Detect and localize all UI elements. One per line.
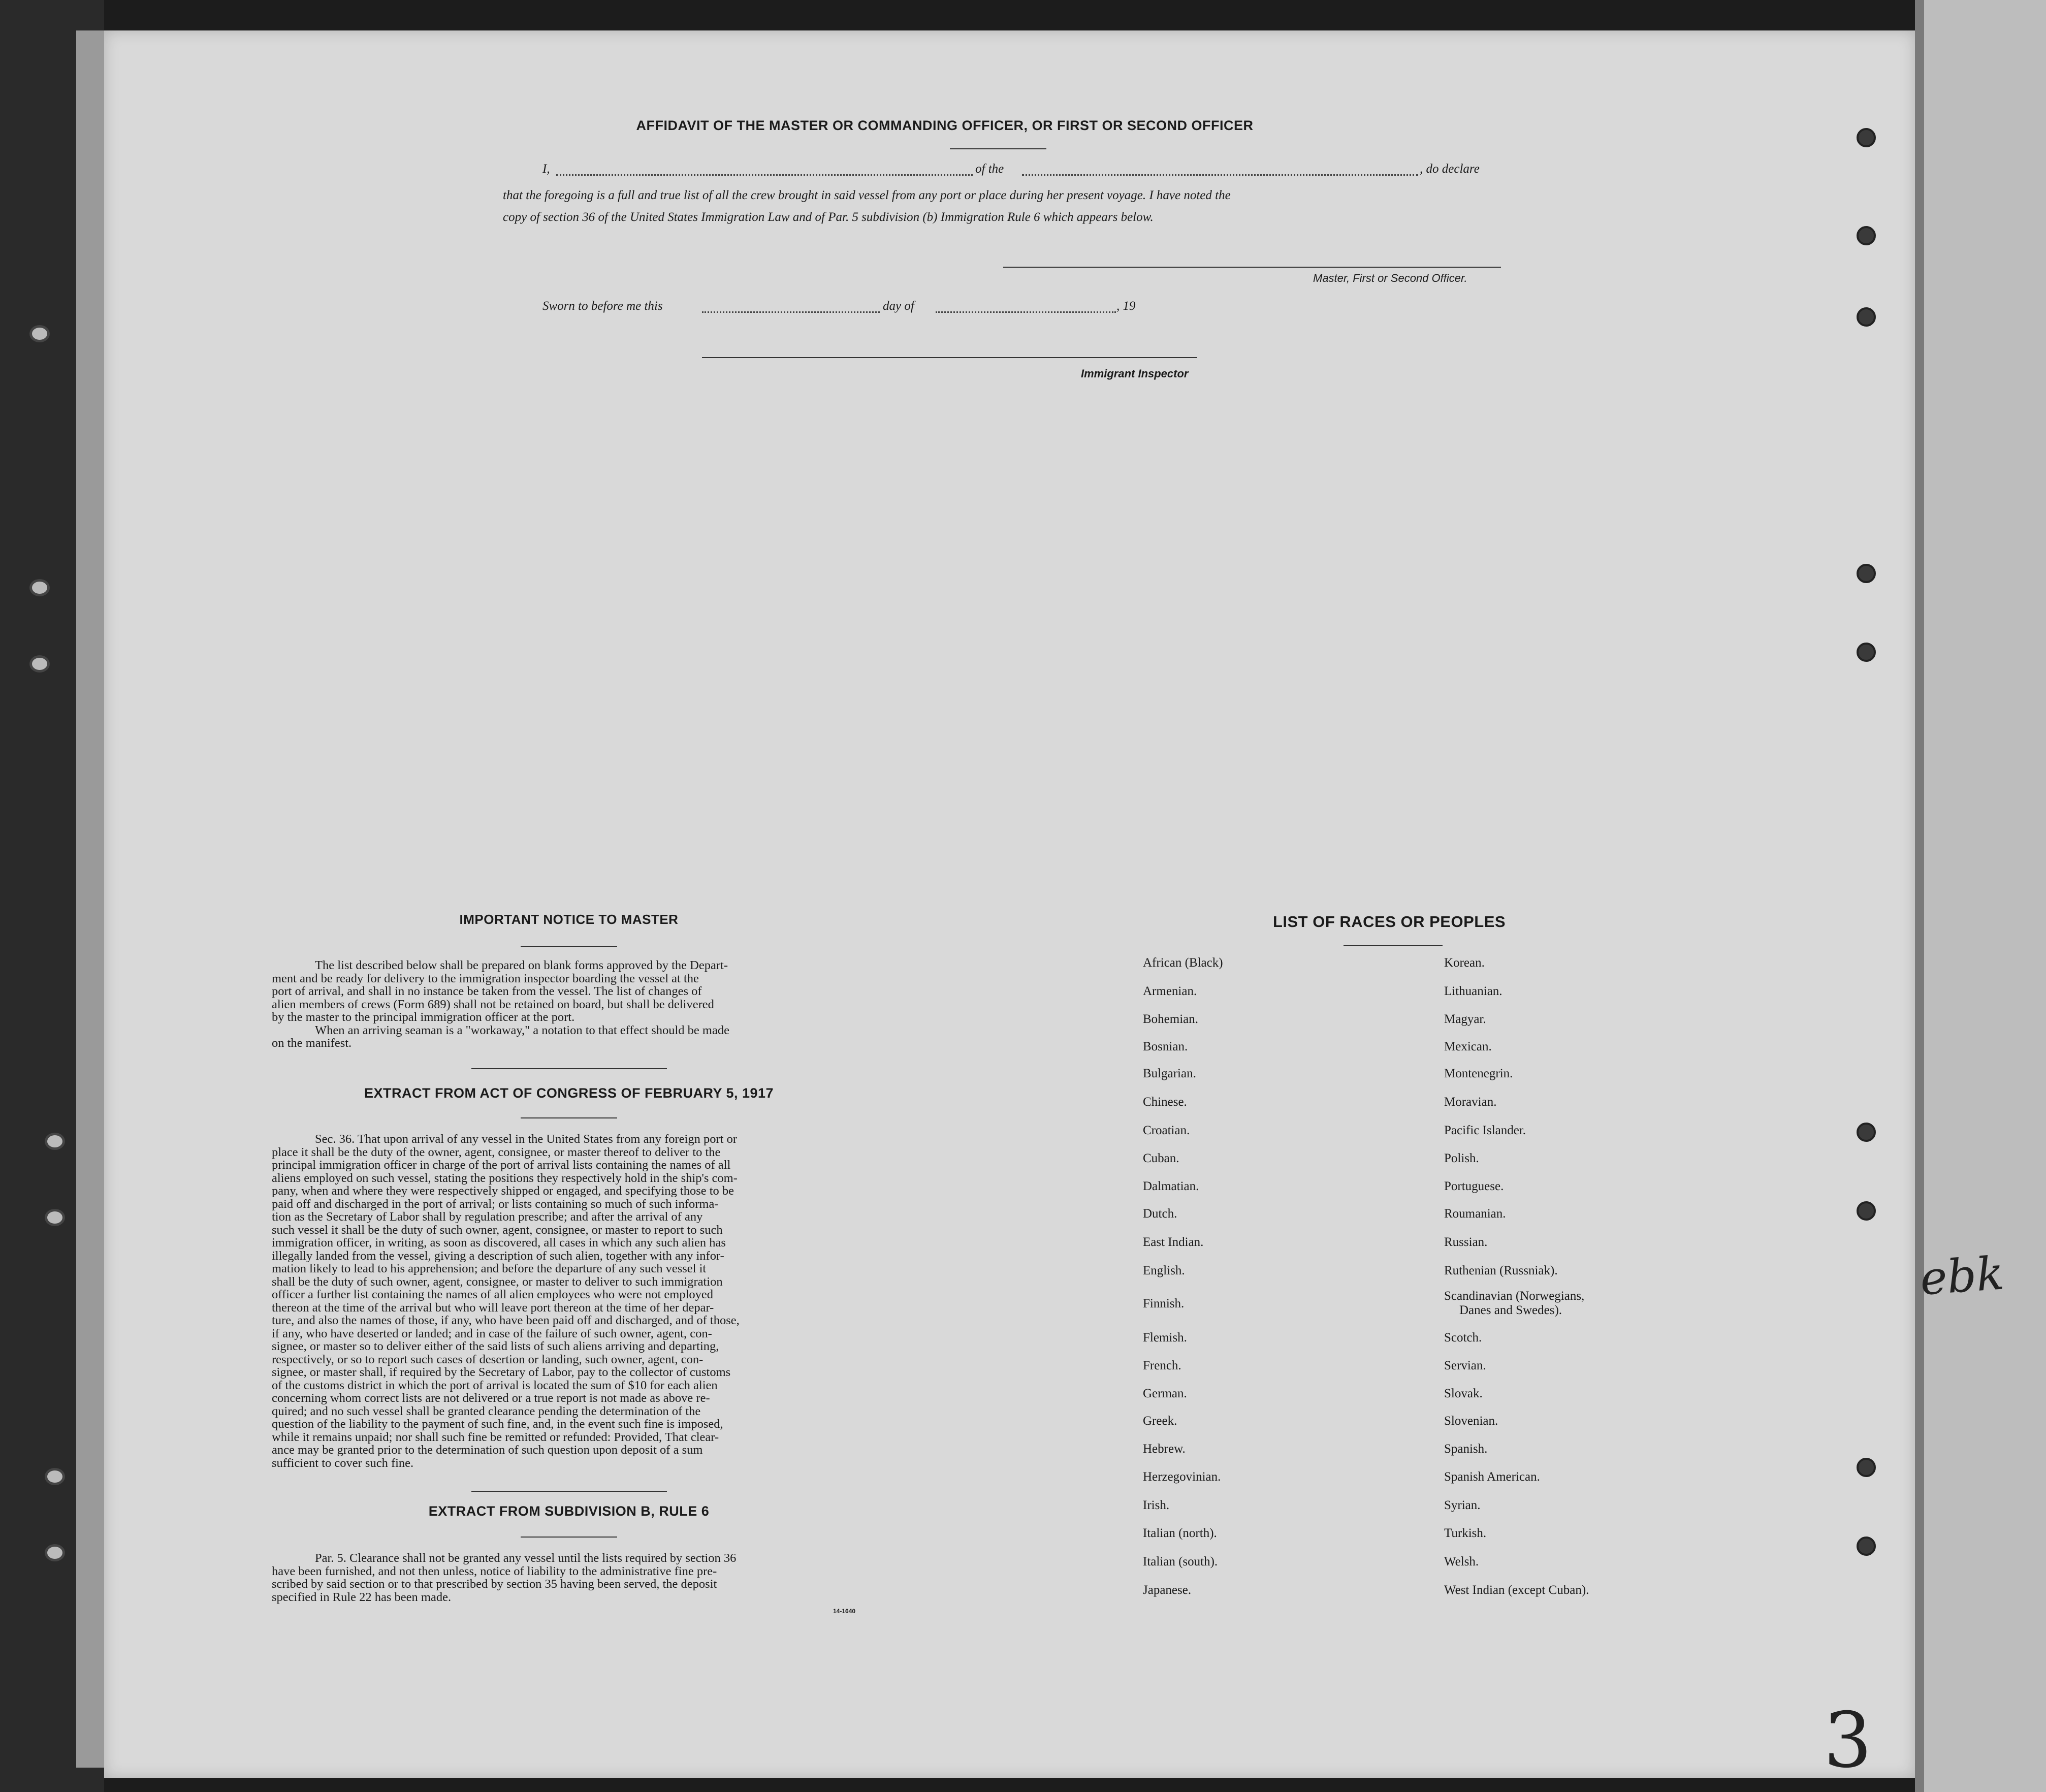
act-line: question of the liability to the payment of such fine, and, in the event such fine is imposed, — [272, 1417, 723, 1431]
race-item: Ruthenian (Russniak). — [1444, 1264, 1558, 1277]
race-item: African (Black) — [1143, 956, 1223, 970]
binder-ring-icon — [45, 1544, 65, 1561]
act-line: if any, who have deserted or landed; and in case of the failure of such owner, agent, con- — [272, 1326, 712, 1340]
race-item: Bosnian. — [1143, 1040, 1188, 1053]
race-item: Servian. — [1444, 1359, 1486, 1372]
race-item: German. — [1143, 1387, 1187, 1400]
punch-hole-icon — [1857, 1537, 1876, 1556]
affidavit-title: AFFIDAVIT OF THE MASTER OR COMMANDING OFFICER, OR FIRST OR SECOND OFFICER — [636, 118, 1254, 133]
punch-hole-icon — [1857, 307, 1876, 327]
race-item: Korean. — [1444, 956, 1485, 970]
race-item: Turkish. — [1444, 1526, 1487, 1540]
punch-hole-icon — [1857, 564, 1876, 583]
divider — [471, 1491, 667, 1492]
act-line: concerning whom correct lists are not delivered or a true report is not made as above re- — [272, 1391, 710, 1405]
race-item: Greek. — [1143, 1414, 1177, 1428]
race-item: Dutch. — [1143, 1207, 1177, 1221]
month-blank — [936, 311, 1116, 313]
divider — [1344, 945, 1443, 946]
punch-hole-icon — [1857, 1123, 1876, 1142]
act-line: signee, or master shall, if required by the Secretary of Labor, pay to the collector of customs — [272, 1365, 731, 1379]
binder-ring-icon — [45, 1468, 65, 1485]
race-item: Scandinavian (Norwegians, — [1444, 1289, 1585, 1303]
notice-p2-line: on the manifest. — [272, 1036, 352, 1050]
race-item: Slovenian. — [1444, 1414, 1498, 1428]
act-line: quired; and no such vessel shall be granted clearance pending the determination of the — [272, 1404, 701, 1418]
rule-line: specified in Rule 22 has been made. — [272, 1590, 452, 1604]
race-item: Spanish. — [1444, 1442, 1488, 1456]
notice-p1-line: ment and be ready for delivery to the immigration inspector boarding the vessel at the — [272, 971, 699, 985]
race-item: Syrian. — [1444, 1498, 1481, 1512]
divider — [471, 1068, 667, 1069]
race-item: Bulgarian. — [1143, 1067, 1196, 1080]
race-item: West Indian (except Cuban). — [1444, 1583, 1589, 1597]
affidavit-line2: that the foregoing is a full and true list of all the crew brought in said vessel from any port or place during her present voyage. I have noted the — [503, 188, 1231, 202]
binder-ring-icon — [45, 1133, 65, 1150]
rule-extract-title: EXTRACT FROM SUBDIVISION B, RULE 6 — [428, 1503, 710, 1519]
rule-extract-body — [272, 1552, 866, 1604]
race-item: Roumanian. — [1444, 1207, 1506, 1221]
divider — [950, 148, 1046, 149]
page-stack-edge — [1915, 0, 2046, 1792]
master-caption: Master, First or Second Officer. — [1313, 272, 1467, 284]
race-item: Flemish. — [1143, 1331, 1187, 1345]
act-line: mation likely to lead to his apprehension; and before the departure of any such vessel it — [272, 1262, 707, 1275]
rule-line: scribed by said section or to that prescribed by section 35 having been served, the deposit — [272, 1577, 717, 1591]
binder-ring-icon — [29, 655, 50, 673]
race-item: French. — [1143, 1359, 1181, 1372]
day-of-label: day of — [883, 299, 914, 313]
race-item: Italian (north). — [1143, 1526, 1217, 1540]
divider — [521, 1537, 617, 1538]
notice-p2-line: When an arriving seaman is a "workaway," a notation to that effect should be made — [315, 1023, 729, 1037]
notice-p1-line: by the master to the principal immigration officer at the port. — [272, 1010, 575, 1024]
race-item: Dalmatian. — [1143, 1179, 1199, 1193]
notice-p1-line: alien members of crews (Form 689) shall not be retained on board, but shall be delivered — [272, 997, 714, 1011]
race-item: Hebrew. — [1143, 1442, 1186, 1456]
page-stack-shadow — [1915, 0, 1924, 1792]
race-item: Italian (south). — [1143, 1555, 1218, 1569]
race-item: Russian. — [1444, 1235, 1488, 1249]
race-item: English. — [1143, 1264, 1185, 1277]
rule-line: Par. 5. Clearance shall not be granted any vessel until the lists required by section 36 — [315, 1551, 737, 1565]
affidavit-declare-label: , do declare — [1420, 162, 1480, 176]
race-item: Polish. — [1444, 1151, 1479, 1165]
punch-hole-icon — [1857, 1458, 1876, 1477]
act-line: of the customs district in which the port of arrival is located the sum of $10 for each alien — [272, 1378, 718, 1392]
race-item: Welsh. — [1444, 1555, 1479, 1569]
race-item: Spanish American. — [1444, 1470, 1540, 1484]
notice-p1-line: port of arrival, and shall in no instance be taken from the vessel. The list of changes of — [272, 984, 702, 998]
race-item: Montenegrin. — [1444, 1067, 1513, 1080]
act-line: thereon at the time of the arrival but who will leave port thereon at the time of her depar- — [272, 1300, 714, 1315]
act-line: principal immigration officer in charge of the port of arrival lists containing the names of all — [272, 1158, 731, 1172]
race-item: Armenian. — [1143, 984, 1197, 998]
race-item: Mexican. — [1444, 1040, 1492, 1053]
race-item: East Indian. — [1143, 1235, 1204, 1249]
act-line: ance may be granted prior to the determination of such question upon deposit of a sum — [272, 1443, 703, 1457]
day-blank — [702, 311, 880, 313]
act-line: immigration officer, in writing, as soon as discovered, all cases in which any such alien has — [272, 1236, 726, 1250]
race-item: Pacific Islander. — [1444, 1124, 1526, 1137]
race-item: Herzegovinian. — [1143, 1470, 1221, 1484]
punch-hole-icon — [1857, 1201, 1876, 1221]
rule-line: have been furnished, and not then unless, notice of liability to the administrative fine pre- — [272, 1564, 717, 1578]
affidavit-i-label: I, — [542, 162, 550, 176]
binder-strip — [76, 30, 104, 1768]
act-extract-body — [272, 1133, 866, 1469]
race-item: Moravian. — [1444, 1095, 1497, 1109]
form-code: 14-1640 — [833, 1608, 856, 1615]
act-line: officer a further list containing the names of all alien employees who were not employed — [272, 1288, 714, 1301]
race-item: Bohemian. — [1143, 1012, 1199, 1026]
act-line: shall be the duty of such owner, agent, consignee, or master to deliver to such immigration — [272, 1274, 723, 1289]
race-item: Japanese. — [1143, 1583, 1192, 1597]
inspector-signature-line — [702, 357, 1197, 358]
year-label: , 19 — [1116, 299, 1136, 313]
act-line: pany, when and where they were respectively shipped or engaged, and specifying those to be — [272, 1184, 734, 1198]
act-line: Sec. 36. That upon arrival of any vessel in the United States from any foreign port or — [315, 1132, 737, 1146]
race-item-continuation: Danes and Swedes). — [1459, 1303, 1562, 1317]
race-item: Chinese. — [1143, 1095, 1187, 1109]
binder-ring-icon — [29, 579, 50, 596]
binder-ring-icon — [29, 325, 50, 342]
page-number: 3 — [1824, 1697, 1872, 1785]
race-item: Portuguese. — [1444, 1179, 1504, 1193]
act-line: ture, and also the names of those, if any, who have been paid off and discharged, and of those, — [272, 1314, 740, 1327]
affidavit-line3: copy of section 36 of the United States Immigration Law and of Par. 5 subdivision (b) Immigration Rule 6 which appears below. — [503, 210, 1154, 224]
act-line: paid off and discharged in the port of arrival; or lists containing so much of such informa- — [272, 1197, 719, 1211]
act-line: such vessel it shall be the duty of such owner, agent, consignee, or master to report to such — [272, 1223, 723, 1237]
affidavit-of-the-label: of the — [975, 162, 1004, 176]
margin-note: ebk — [1918, 1246, 2006, 1306]
vessel-blank — [1022, 174, 1418, 176]
divider — [521, 946, 617, 947]
punch-hole-icon — [1857, 643, 1876, 662]
notice-body — [272, 959, 866, 1050]
punch-hole-icon — [1857, 226, 1876, 245]
act-line: aliens employed on such vessel, stating the positions they respectively hold in the ship's com- — [272, 1171, 738, 1185]
race-item: Scotch. — [1444, 1331, 1482, 1345]
notice-title: IMPORTANT NOTICE TO MASTER — [459, 912, 679, 927]
notice-p1-line: The list described below shall be prepared on blank forms approved by the Depart- — [315, 958, 728, 972]
inspector-caption: Immigrant Inspector — [1081, 367, 1189, 380]
race-item: Slovak. — [1444, 1387, 1483, 1400]
race-item: Irish. — [1143, 1498, 1170, 1512]
punch-hole-icon — [1857, 128, 1876, 147]
binder-ring-icon — [45, 1209, 65, 1226]
race-item: Finnish. — [1143, 1297, 1185, 1310]
sworn-label: Sworn to before me this — [542, 299, 663, 313]
master-signature-line — [1003, 267, 1501, 268]
divider — [521, 1117, 617, 1118]
act-line: tion as the Secretary of Labor shall by regulation prescribe; and after the arrival of any — [272, 1210, 703, 1224]
act-line: while it remains unpaid; nor shall such fine be remitted or refunded: Provided, That clear- — [272, 1430, 719, 1444]
name-blank — [556, 174, 973, 176]
act-line: respectively, or so to report such cases of desertion or landing, such owner, agent, con- — [272, 1352, 704, 1366]
races-title: LIST OF RACES OR PEOPLES — [1272, 913, 1506, 931]
act-line: place it shall be the duty of the owner, agent, consignee, or master thereof to deliver to the — [272, 1145, 721, 1159]
act-extract-title: EXTRACT FROM ACT OF CONGRESS OF FEBRUARY 5, 1917 — [364, 1085, 774, 1101]
act-line: illegally landed from the vessel, giving a description of such alien, together with any infor- — [272, 1249, 724, 1263]
act-line: sufficient to cover such fine. — [272, 1456, 414, 1470]
act-line: signee, or master so to deliver either of the said lists of such aliens arriving and departing, — [272, 1339, 719, 1353]
race-item: Lithuanian. — [1444, 984, 1502, 998]
race-item: Magyar. — [1444, 1012, 1486, 1026]
race-item: Cuban. — [1143, 1151, 1179, 1165]
race-item: Croatian. — [1143, 1124, 1190, 1137]
